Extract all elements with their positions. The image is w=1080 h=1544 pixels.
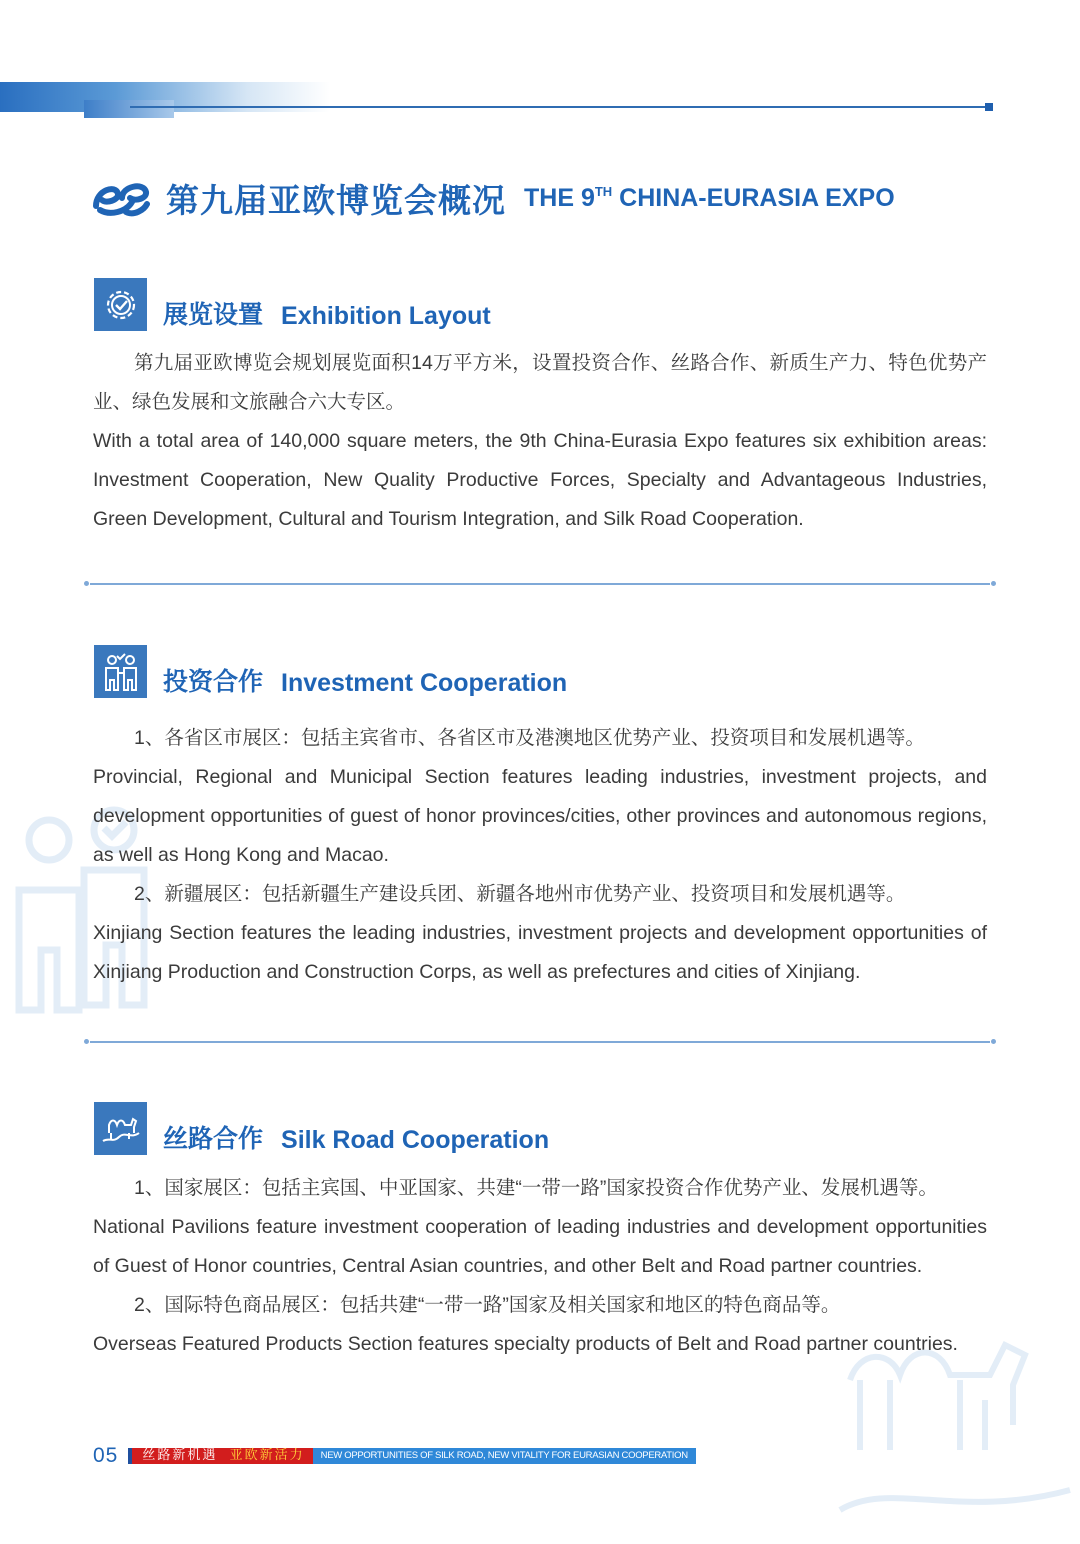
page-number: 05 [93,1444,119,1467]
paragraph-en: With a total area of 140,000 square meters, the 9th China-Eurasia Expo features six exhibition areas: Investment Cooperation, New Quality Productive Forces, Specialty and Advantageous Industries, Green Development, Cultural and Tourism Integration, and Silk Road Cooperation. [93,430,987,530]
section-title-en: Investment Cooperation [281,669,568,697]
section-heading-investment-cooperation [94,645,567,698]
footer-slogan-en: NEW OPPORTUNITIES OF SILK ROAD, NEW VITALITY FOR EURASIAN COOPERATION [313,1448,696,1464]
section-title-cn: 展览设置 [163,300,264,329]
page-title-en: THE 9TH CHINA-EURASIA EXPO [524,183,895,212]
paragraph-cn: 1、各省区市展区：包括主宾省市、各省区市及港澳地区优势产业、投资项目和发展机遇等。 [134,727,925,749]
section-title-en: Exhibition Layout [281,302,491,330]
footer-slogan-cn: 丝路新机遇 亚欧新活力 [128,1448,312,1464]
paragraph-en: Xinjiang Section features the leading industries, investment projects and development opportunities of Xinjiang Production and Construction Corps, as well as prefectures and cities of Xinjiang. [93,922,987,983]
section-title-en: Silk Road Cooperation [281,1126,550,1154]
handshake-people-icon [94,645,147,698]
paragraph-en: Overseas Featured Products Section features specialty products of Belt and Road partner countries. [93,1333,958,1355]
paragraph-cn: 第九届亚欧博览会规划展览面积14万平方米，设置投资合作、丝路合作、新质生产力、特色优势产业、绿色发展和文旅融合六大专区。 [93,352,987,413]
expo-logo-icon [92,176,150,220]
paragraph-cn: 1、国家展区：包括主宾国、中亚国家、共建“一带一路”国家投资合作优势产业、发展机遇等。 [134,1177,938,1199]
gear-icon [94,278,147,331]
header-rule [130,106,988,108]
page-title-cn: 第九届亚欧博览会概况 [166,180,506,220]
camel-map-icon [94,1102,147,1155]
section-title-cn: 丝路合作 [163,1124,264,1153]
header-rule-end-square [985,103,993,111]
section-divider [84,580,996,588]
paragraph-cn: 2、新疆展区：包括新疆生产建设兵团、新疆各地州市优势产业、投资项目和发展机遇等。 [134,883,906,905]
camel-watermark-icon [820,1320,1080,1530]
section-body-exhibition-layout [93,344,987,539]
section-body-investment-cooperation [93,719,987,992]
paragraph-cn: 2、国际特色商品展区：包括共建“一带一路”国家及相关国家和地区的特色商品等。 [134,1294,841,1316]
section-heading-exhibition-layout [94,278,491,331]
page-title [92,168,895,228]
section-heading-silk-road-cooperation [94,1102,549,1155]
paragraph-en: Provincial, Regional and Municipal Section features leading industries, investment projects, and development opportunities of guest of honor provinces/cities, other provinces and autonomous regions, as well as Hong Kong and Macao. [93,766,987,866]
paragraph-en: National Pavilions feature investment cooperation of leading industries and development opportunities of Guest of Honor countries, Central Asian countries, and other Belt and Road partner countries. [93,1216,987,1277]
section-divider [84,1038,996,1046]
section-title-cn: 投资合作 [163,667,264,696]
page-footer [93,1445,696,1467]
